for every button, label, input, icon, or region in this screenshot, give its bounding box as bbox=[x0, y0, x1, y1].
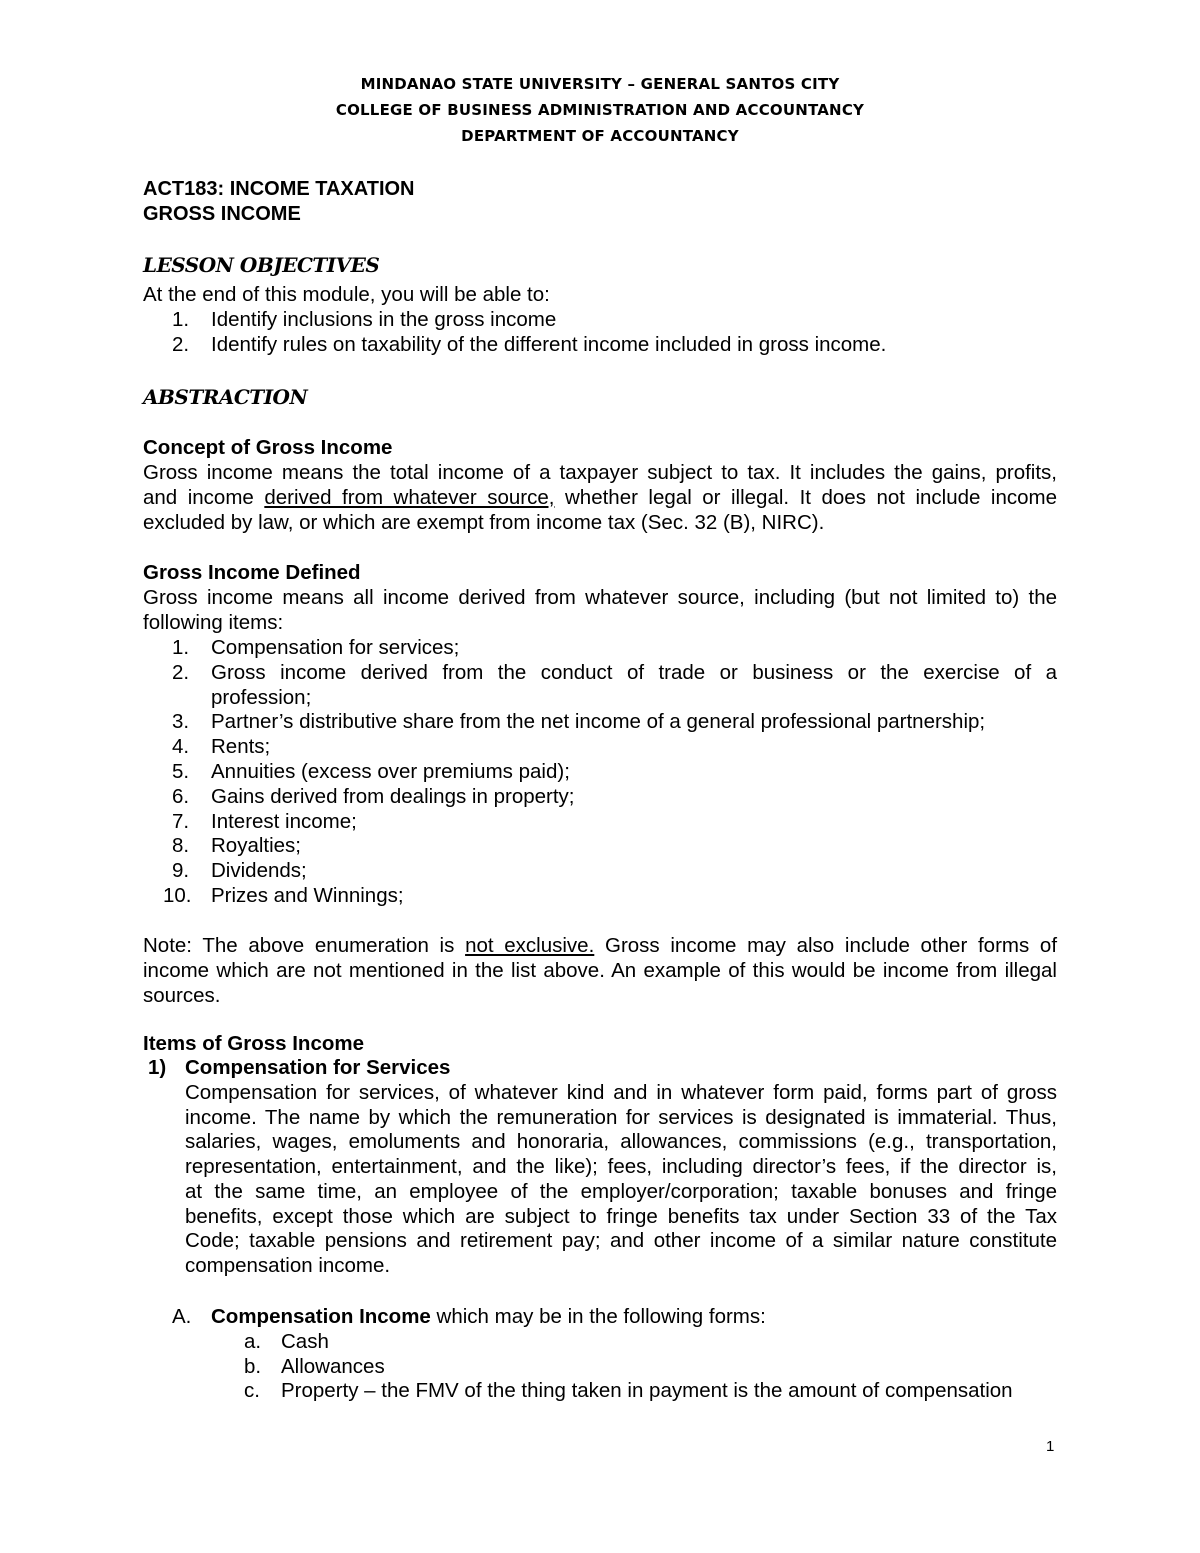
university-name: MINDANAO STATE UNIVERSITY – GENERAL SANTOS CITY bbox=[360, 75, 840, 93]
course-title: ACT183: INCOME TAXATION bbox=[143, 178, 415, 200]
concept-line: Gross income means the total income of a taxpayer subject to tax. It includes the gains, profits, bbox=[143, 461, 1057, 484]
lesson-objectives-heading: LESSON OBJECTIVES bbox=[143, 253, 380, 277]
subsection-a-bold: Compensation Income bbox=[211, 1305, 431, 1328]
list-item-number: 1. bbox=[172, 636, 190, 659]
compensation-line: compensation income. bbox=[185, 1253, 391, 1277]
page-number: 1 bbox=[1046, 1438, 1055, 1455]
defined-line: Gross income means all income derived from whatever source, including (but not limited to) the bbox=[143, 586, 1057, 609]
compensation-line: income. The name by which the remuneration for services is designated is immaterial. Thus, bbox=[185, 1105, 1057, 1129]
list-item-number: 9. bbox=[172, 859, 190, 883]
concept-line: excluded by law, or which are exempt from income tax (Sec. 32 (B), NIRC). bbox=[143, 511, 825, 534]
items-title: Items of Gross Income bbox=[143, 1032, 365, 1055]
note-pre: Note: The above enumeration is bbox=[143, 934, 455, 957]
list-item-number: 2. bbox=[172, 660, 190, 684]
note-post: Gross income may also include other forms of bbox=[605, 934, 1058, 957]
form-item: Allowances bbox=[281, 1354, 385, 1378]
list-item-number: 10. bbox=[163, 884, 192, 907]
list-item-number: 8. bbox=[172, 834, 190, 858]
topic-title: GROSS INCOME bbox=[143, 203, 301, 225]
compensation-line: representation, entertainment, and the like); fees, including director’s fees, if the director is, bbox=[185, 1155, 1057, 1179]
defined-line: following items: bbox=[143, 611, 284, 634]
list-item: Annuities (excess over premiums paid); bbox=[211, 760, 570, 783]
list-item: Compensation for services; bbox=[211, 636, 460, 659]
objective-num: 2. bbox=[172, 333, 190, 356]
subsection-a bbox=[211, 1305, 766, 1329]
concept-title: Concept of Gross Income bbox=[143, 436, 393, 459]
list-item: Prizes and Winnings; bbox=[211, 884, 404, 907]
list-item: Royalties; bbox=[211, 834, 302, 858]
list-item: Interest income; bbox=[211, 809, 357, 833]
compensation-line: benefits, except those which are subject to fringe benefits tax under Section 33 of the Tax bbox=[185, 1204, 1057, 1228]
defined-title: Gross Income Defined bbox=[143, 561, 361, 584]
list-item: Dividends; bbox=[211, 859, 307, 883]
list-item: Gross income derived from the conduct of trade or business or the exercise of a bbox=[211, 660, 1057, 684]
list-item-number: 6. bbox=[172, 784, 190, 808]
compensation-line: at the same time, an employee of the employer/corporation; taxable bonuses and fringe bbox=[185, 1179, 1057, 1203]
list-item-number: 5. bbox=[172, 760, 190, 783]
form-item: Cash bbox=[281, 1330, 329, 1353]
compensation-subtitle: Compensation for Services bbox=[185, 1056, 451, 1079]
concept-line2-pre: and income bbox=[143, 486, 254, 509]
form-item: Property – the FMV of the thing taken in payment is the amount of compensation bbox=[281, 1379, 1013, 1402]
list-item: Gains derived from dealings in property; bbox=[211, 784, 575, 808]
subsection-letter: A. bbox=[172, 1305, 192, 1328]
concept-underlined-phrase: derived from whatever source, bbox=[264, 486, 555, 509]
department-name: DEPARTMENT OF ACCOUNTANCY bbox=[461, 127, 739, 145]
item-number: 1) bbox=[148, 1056, 167, 1079]
subsection-a-rest: which may be in the following forms: bbox=[436, 1305, 766, 1328]
compensation-line: Code; taxable pensions and retirement pay; and other income of a similar nature constitute bbox=[185, 1229, 1057, 1253]
list-item-number: 7. bbox=[172, 809, 190, 833]
college-name: COLLEGE OF BUSINESS ADMINISTRATION AND ACCOUNTANCY bbox=[335, 101, 865, 119]
concept-line2-rest: whether legal or illegal. It does not include income bbox=[565, 486, 1058, 509]
list-item-number: 3. bbox=[172, 710, 190, 734]
list-item: profession; bbox=[211, 685, 312, 709]
note-line: income which are not mentioned in the list above. An example of this would be income from illegal bbox=[143, 959, 1057, 982]
form-letter: c. bbox=[244, 1379, 260, 1402]
compensation-line: salaries, wages, emoluments and honoraria, allowances, commissions (e.g., transportation, bbox=[185, 1130, 1057, 1154]
form-letter: b. bbox=[244, 1354, 262, 1378]
note-underlined: not exclusive. bbox=[465, 934, 595, 957]
abstraction-heading: ABSTRACTION bbox=[143, 385, 308, 409]
note-line: sources. bbox=[143, 984, 221, 1007]
list-item: Partner’s distributive share from the net income of a general professional partnership; bbox=[211, 710, 986, 734]
objectives-intro: At the end of this module, you will be able to: bbox=[143, 283, 550, 306]
concept-line-2 bbox=[143, 486, 1057, 511]
objective-item: Identify inclusions in the gross income bbox=[211, 308, 557, 331]
note-line-1 bbox=[143, 934, 1057, 959]
list-item-number: 4. bbox=[172, 735, 190, 759]
objective-num: 1. bbox=[172, 308, 190, 331]
form-letter: a. bbox=[244, 1330, 262, 1353]
objective-item: Identify rules on taxability of the different income included in gross income. bbox=[211, 333, 887, 356]
list-item: Rents; bbox=[211, 735, 271, 759]
compensation-line: Compensation for services, of whatever kind and in whatever form paid, forms part of gross bbox=[185, 1081, 1057, 1104]
